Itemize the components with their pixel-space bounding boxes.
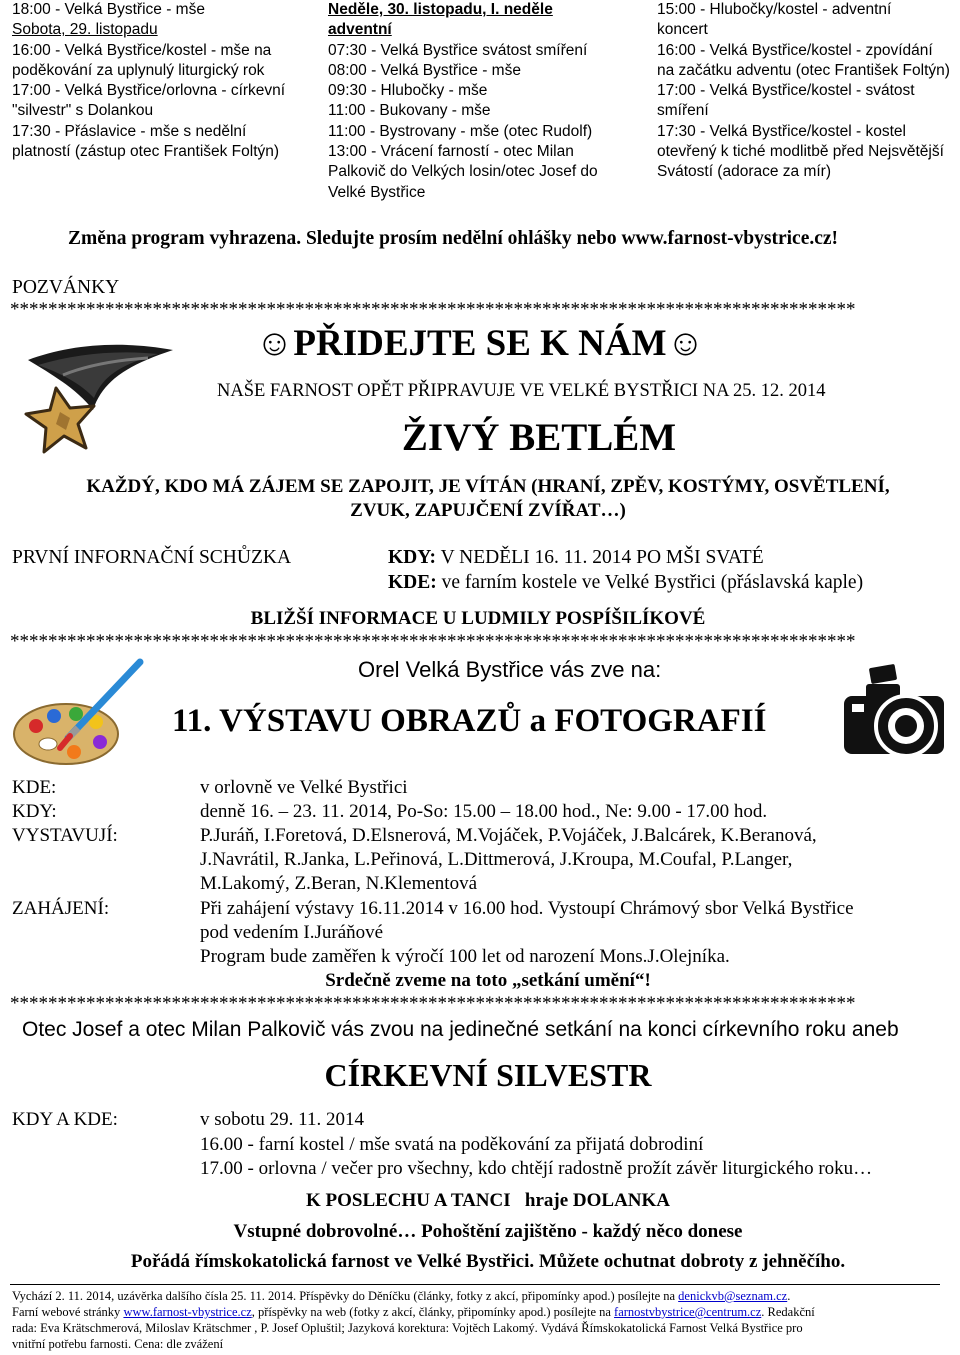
schedule-col-1 bbox=[12, 0, 285, 162]
paint-palette-icon bbox=[8, 652, 158, 772]
schedule-day-heading: Neděle, 30. listopadu, I. neděle bbox=[328, 1, 553, 18]
schedule-day-heading-cont: adventní bbox=[328, 21, 392, 39]
join-us-text: PŘIDEJTE SE K NÁM bbox=[293, 323, 667, 364]
exhibition-title: 11. VÝSTAVU OBRAZŮ a FOTOGRAFIÍ bbox=[172, 703, 767, 739]
editor-email-link[interactable]: denickvb@seznam.cz bbox=[678, 1289, 788, 1303]
web-email-link[interactable]: farnostvbystrice@centrum.cz bbox=[614, 1305, 762, 1319]
footer-text: . Redakční bbox=[761, 1305, 815, 1319]
schedule-line: platností (zástup otec František Foltýn) bbox=[12, 143, 280, 161]
schedule-line: smíření bbox=[657, 102, 709, 120]
schedule-line: 08:00 - Velká Bystřice - mše bbox=[328, 61, 521, 79]
schedule-line: 13:00 - Vrácení farností - otec Milan bbox=[328, 143, 574, 161]
schedule-line: Svátostí (adorace za mír) bbox=[657, 163, 832, 181]
schedule-line: 11:00 - Bystrovany - mše (otec Rudolf) bbox=[328, 122, 593, 140]
schedule-line: 16:00 - Velká Bystřice/kostel - zpovídání bbox=[657, 41, 933, 59]
footer-text: , příspěvky na web (fotky z akcí, články, připomínky apod.) posílejte na bbox=[251, 1305, 615, 1319]
change-notice: Změna program vyhrazena. Sledujte prosím nedělní ohlášky nebo www.farnost-vbystrice.cz! bbox=[68, 228, 839, 249]
silvestr-line: v sobotu 29. 11. 2014 bbox=[200, 1109, 364, 1130]
schedule-line: 15:00 - Hlubočky/kostel - adventní bbox=[657, 1, 892, 18]
footer-line-4: vnitřní potřebu farnosti. Cena: dle zvážení bbox=[12, 1337, 224, 1351]
meeting-when-label: KDY: bbox=[388, 547, 437, 568]
schedule-line: 07:30 - Velká Bystřice svátost smíření bbox=[328, 41, 588, 59]
silvestr-invite: Otec Josef a otec Milan Palkovič vás zvou na jedinečné setkání na konci církevního roku aneb bbox=[22, 1018, 899, 1041]
schedule-line: 17:30 - Přáslavice - mše s nedělní bbox=[12, 122, 247, 140]
betlem-welcome-2: ZVUK, ZAPUJČENÍ ZVÍŘAT…) bbox=[350, 500, 626, 521]
smiley-icon: ☺ bbox=[255, 323, 294, 364]
schedule-line: 17:00 - Velká Bystřice/kostel - svátost bbox=[657, 82, 915, 100]
schedule-col-3 bbox=[657, 0, 950, 183]
betlem-welcome-1: KAŽDÝ, KDO MÁ ZÁJEM SE ZAPOJIT, JE VÍTÁN (HRANÍ, ZPĚV, KOSTÝMY, OSVĚTLENÍ, bbox=[86, 476, 890, 497]
opening-line: Program bude zaměřen k výročí 100 let od narození Mons.J.Olejníka. bbox=[200, 946, 730, 967]
exhibition-when-label: KDY: bbox=[12, 801, 57, 822]
meeting-where-value: ve farním kostele ve Velké Bystřici (přáslavská kaple) bbox=[441, 572, 864, 593]
meeting-label: PRVNÍ INFORNAČNÍ SCHŮZKA bbox=[12, 547, 292, 568]
exhibitors-label: VYSTAVUJÍ: bbox=[12, 825, 118, 846]
schedule-line: Velké Bystřice bbox=[328, 183, 426, 201]
schedule-line: 18:00 - Velká Bystřice - mše bbox=[12, 1, 205, 18]
exhibition-where-label: KDE: bbox=[12, 777, 57, 798]
silvestr-organizer: Pořádá římskokatolická farnost ve Velké Bystřici. Můžete ochutnat dobroty z jehněčího. bbox=[130, 1251, 846, 1272]
silvestr-music: K POSLECHU A TANCI hraje DOLANKA bbox=[305, 1190, 671, 1211]
schedule-line: na začátku adventu (otec František Foltýn) bbox=[657, 61, 950, 79]
schedule-line: 16:00 - Velká Bystřice/kostel - mše na bbox=[12, 41, 272, 59]
exhibition-closing: Srdečně zveme na toto „setkání umění“! bbox=[325, 970, 651, 991]
schedule-line: 17:00 - Velká Bystřice/orlovna - církevní bbox=[12, 82, 286, 100]
exhibition-where-value: v orlovně ve Velké Bystřici bbox=[200, 777, 408, 798]
schedule-col-2 bbox=[328, 0, 598, 203]
silvestr-title: CÍRKEVNÍ SILVESTR bbox=[324, 1057, 652, 1093]
silvestr-line: 17.00 - orlovna / večer pro všechny, kdo chtějí radostně prožít závěr liturgického roku… bbox=[200, 1158, 873, 1179]
join-us-heading bbox=[0, 322, 960, 365]
schedule-line: 17:30 - Velká Bystřice/kostel - kostel bbox=[657, 122, 906, 140]
smiley-icon: ☺ bbox=[666, 323, 705, 364]
star-divider: ***************************************************************************************** bbox=[10, 632, 856, 652]
exhibition-invite: Orel Velká Bystřice vás zve na: bbox=[358, 657, 662, 682]
exhibitors-line: M.Lakomý, Z.Beran, N.Klementová bbox=[200, 873, 478, 894]
silvestr-line: 16.00 - farní kostel / mše svatá na poděkování za přijatá dobrodiní bbox=[200, 1134, 704, 1155]
schedule-line: otevřený k tiché modlitbě před Nejsvětější bbox=[657, 143, 944, 161]
schedule-line: 09:30 - Hlubočky - mše bbox=[328, 82, 488, 100]
schedule-line: koncert bbox=[657, 21, 708, 39]
exhibitors-line: P.Juráň, I.Foretová, D.Elsnerová, M.Vojáček, P.Vojáček, J.Balcárek, K.Beranová, bbox=[200, 825, 817, 846]
invites-heading: POZVÁNKY bbox=[12, 277, 120, 298]
exhibitors-line: J.Navrátil, R.Janka, L.Peřinová, L.Dittmerová, J.Kroupa, M.Coufal, P.Langer, bbox=[200, 849, 793, 870]
footer-line-3: rada: Eva Krätschmerová, Miloslav Krätschmer , P. Josef Opluštil; Jazyková korektura: Vojtěch Lakomý. Vydává Římskokatolická Farnost Velká Bystřice pro bbox=[12, 1321, 803, 1335]
silvestr-entry: Vstupné dobrovolné… Pohoštění zajištěno - každý něco donese bbox=[233, 1221, 743, 1242]
betlem-info: BLIŽŠÍ INFORMACE U LUDMILY POSPÍŠILÍKOVÉ bbox=[250, 608, 706, 629]
meeting-where bbox=[388, 572, 863, 594]
meeting-when-value: V NEDĚLI 16. 11. 2014 PO MŠI SVATÉ bbox=[440, 547, 764, 568]
star-divider: ***************************************************************************************** bbox=[10, 994, 856, 1014]
footer-text: Farní webové stránky bbox=[12, 1305, 124, 1319]
betlem-title: ŽIVÝ BETLÉM bbox=[401, 416, 677, 459]
schedule-line: 11:00 - Bukovany - mše bbox=[328, 102, 491, 120]
footer-text: Vychází 2. 11. 2014, uzávěrka dalšího čísla 25. 11. 2014. Příspěvky do Děníčku (články, fotky z akcí, připomínky apod.) posílejte na bbox=[12, 1289, 679, 1303]
opening-line: Při zahájení výstavy 16.11.2014 v 16.00 hod. Vystoupí Chrámový sbor Velká Bystřice bbox=[200, 898, 854, 919]
exhibition-when-value: denně 16. – 23. 11. 2014, Po-So: 15.00 – 18.00 hod., Ne: 9.00 - 17.00 hod. bbox=[200, 801, 768, 822]
opening-label: ZAHÁJENÍ: bbox=[12, 898, 110, 919]
betlem-intro: NAŠE FARNOST OPĚT PŘIPRAVUJE VE VELKÉ BYSTŘICI NA 25. 12. 2014 bbox=[217, 381, 826, 401]
camera-icon bbox=[836, 660, 958, 770]
footer-text: . bbox=[787, 1289, 791, 1303]
opening-line: pod vedením I.Juráňové bbox=[200, 922, 384, 943]
silvestr-label: KDY A KDE: bbox=[12, 1109, 118, 1130]
footer-rule bbox=[10, 1284, 940, 1285]
meeting-when bbox=[388, 547, 764, 569]
star-divider: ***************************************************************************************** bbox=[10, 300, 856, 320]
schedule-line: "silvestr" s Dolankou bbox=[12, 102, 154, 120]
meeting-where-label: KDE: bbox=[388, 572, 437, 593]
parish-website-link[interactable]: www.farnost-vbystrice.cz bbox=[123, 1305, 252, 1319]
footer bbox=[12, 1288, 952, 1352]
footer-line-2 bbox=[12, 1304, 952, 1320]
schedule-day-heading: Sobota, 29. listopadu bbox=[12, 21, 158, 39]
schedule-line: poděkování za uplynulý liturgický rok bbox=[12, 61, 265, 79]
footer-line-1 bbox=[12, 1288, 952, 1304]
schedule-line: Palkovič do Velkých losin/otec Josef do bbox=[328, 163, 598, 181]
